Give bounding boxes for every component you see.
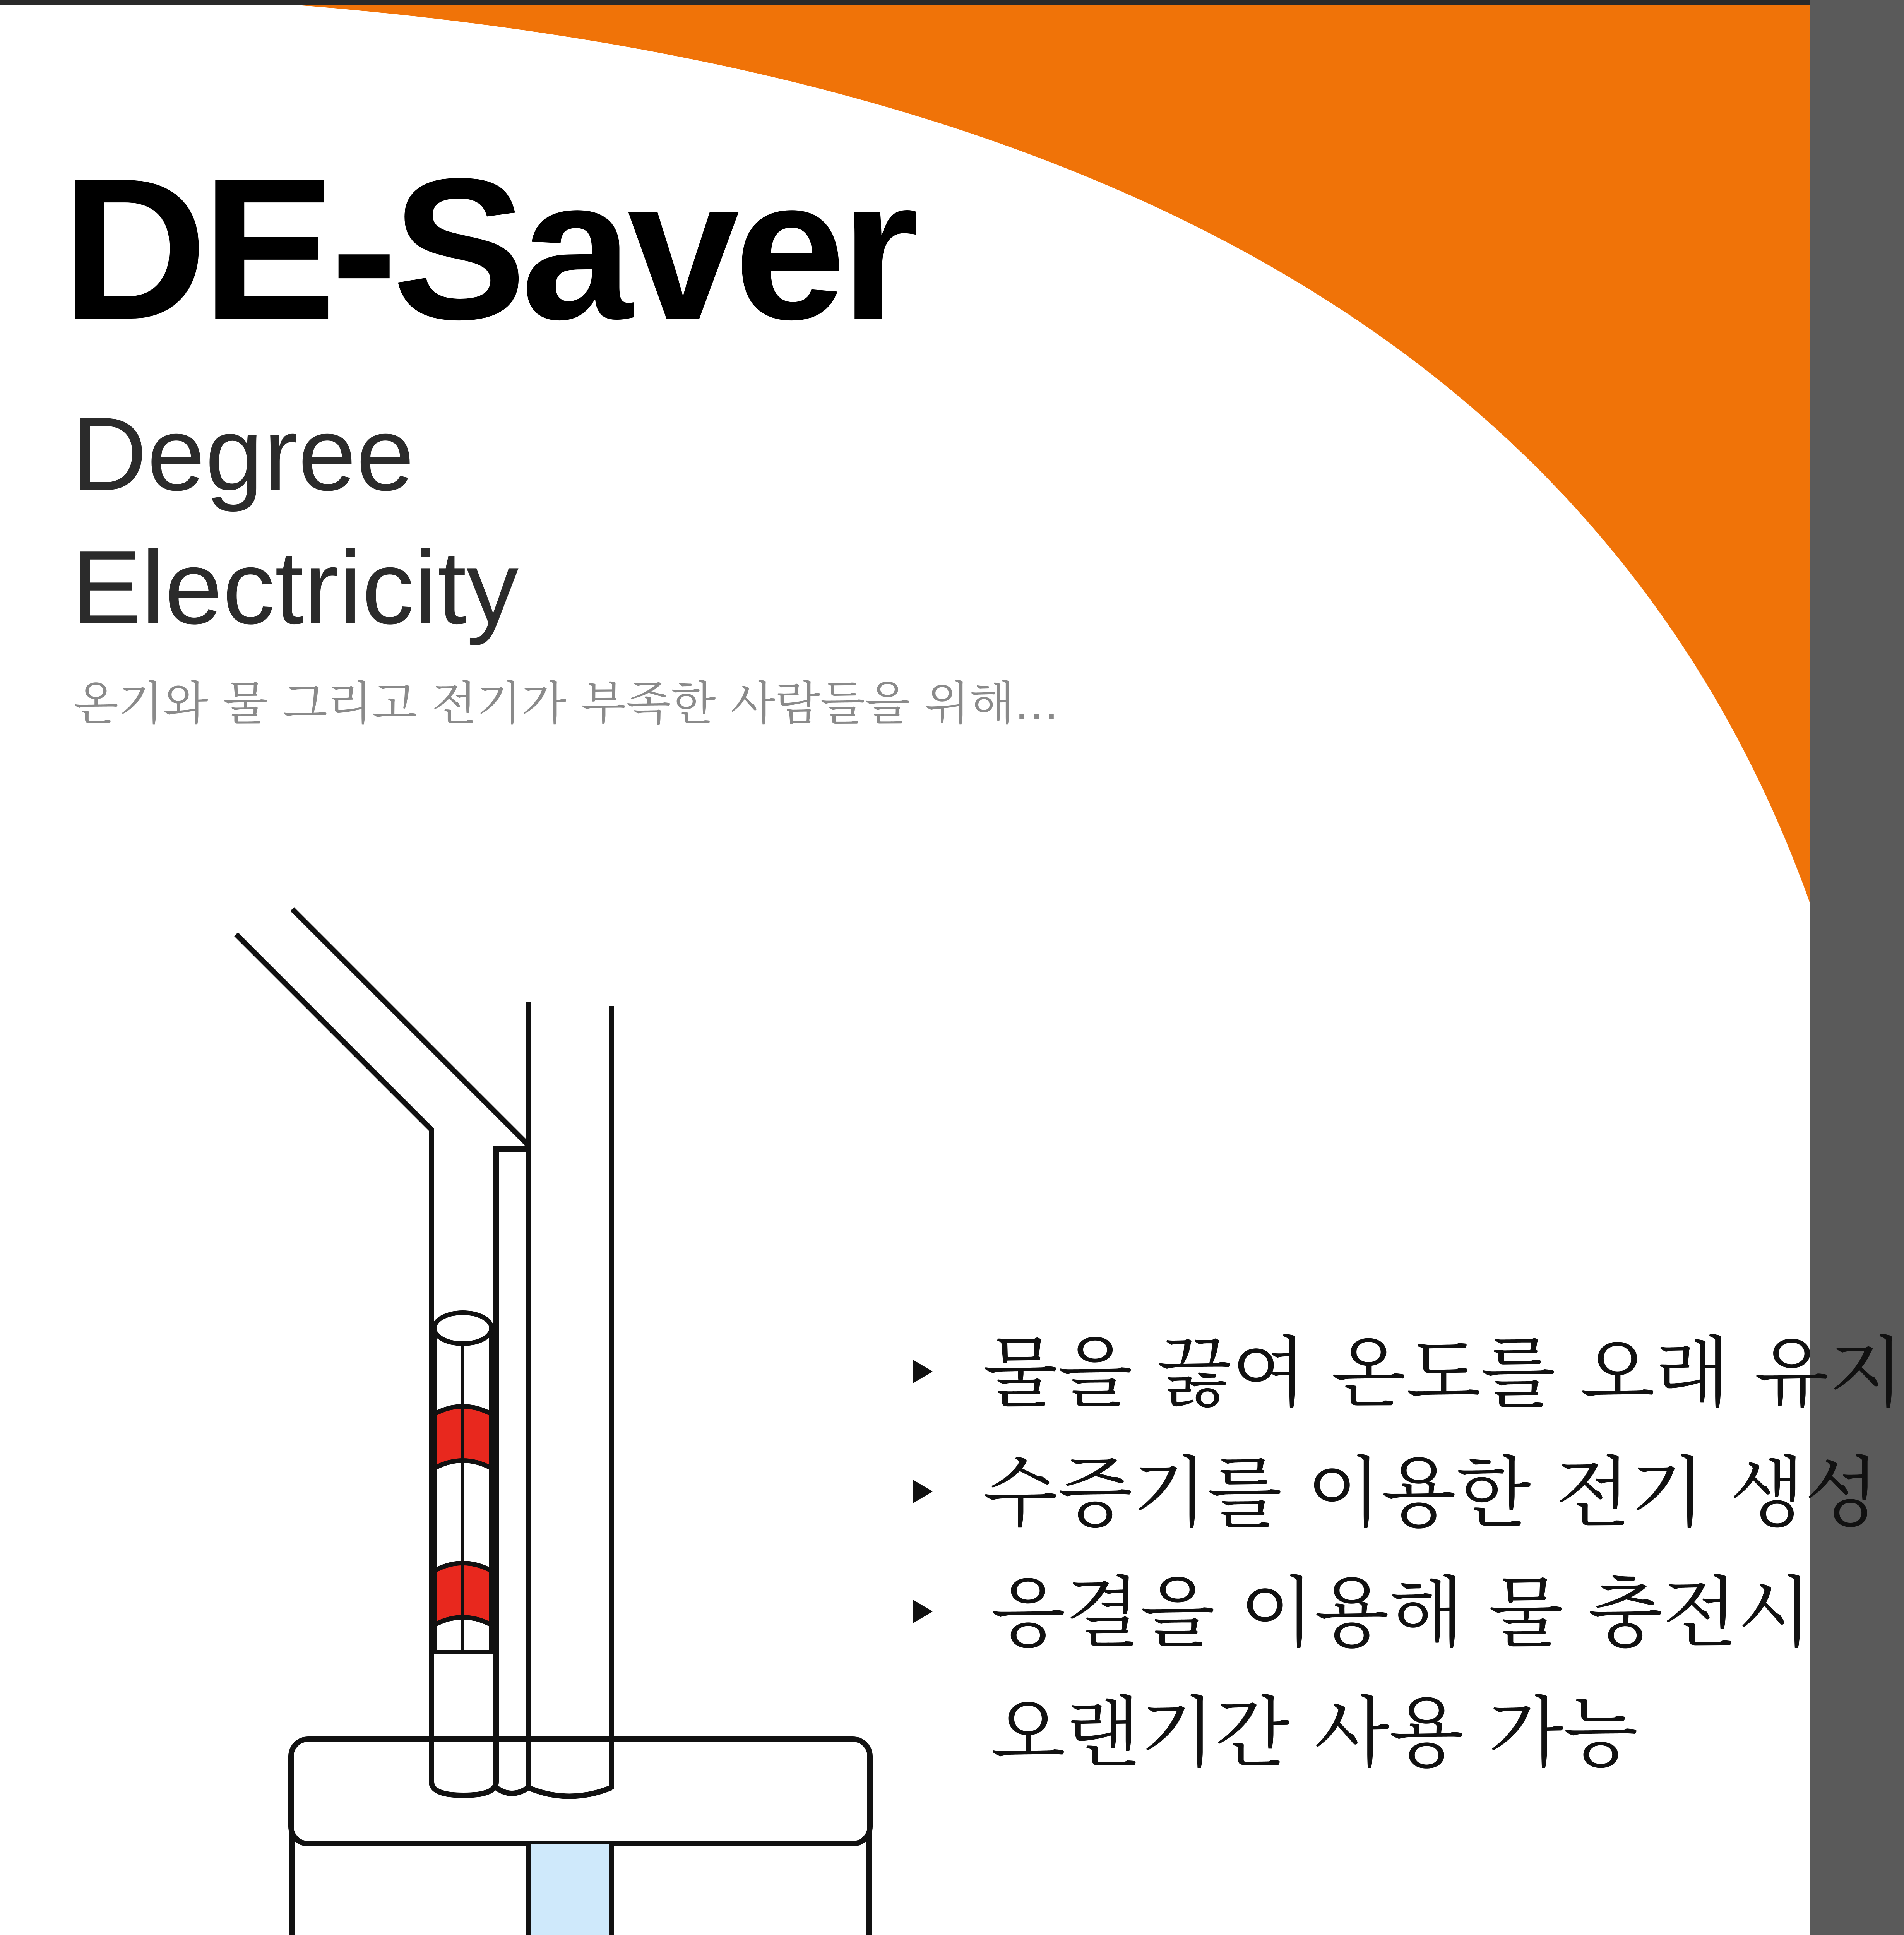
bullet-triangle-icon	[913, 1360, 933, 1383]
feature-text-continued: 오랜기간 사용 가능	[991, 1688, 1638, 1778]
generator-top	[434, 1313, 491, 1344]
vertical-pipe	[528, 1002, 611, 1789]
tagline: 온기와 물 그리고 전기가 부족한 사람들을 위해...	[74, 677, 1059, 731]
generator-module	[434, 1313, 491, 1652]
feature-item	[906, 1433, 1879, 1553]
bullet-triangle-icon	[913, 1600, 933, 1623]
feature-text: 수증기를 이용한 전기 생성	[983, 1448, 1879, 1538]
poster-title: DE-Saver	[62, 137, 914, 361]
subtitle-degree: Degree	[72, 396, 414, 512]
poster	[0, 5, 1904, 1935]
feature-text: 물을 끓여 온도를 오래 유지	[983, 1328, 1904, 1418]
top-border	[0, 0, 1810, 5]
subtitle-electricity: Electricity	[72, 529, 519, 646]
inner-tube	[528, 1844, 611, 1935]
container-lid	[291, 1739, 870, 1844]
feature-item	[906, 1553, 1812, 1793]
bullet-triangle-icon	[913, 1480, 933, 1503]
feature-list	[906, 1313, 1904, 1793]
feature-text: 응결을 이용해 물 충전시	[991, 1568, 1812, 1658]
feature-item	[906, 1313, 1904, 1433]
